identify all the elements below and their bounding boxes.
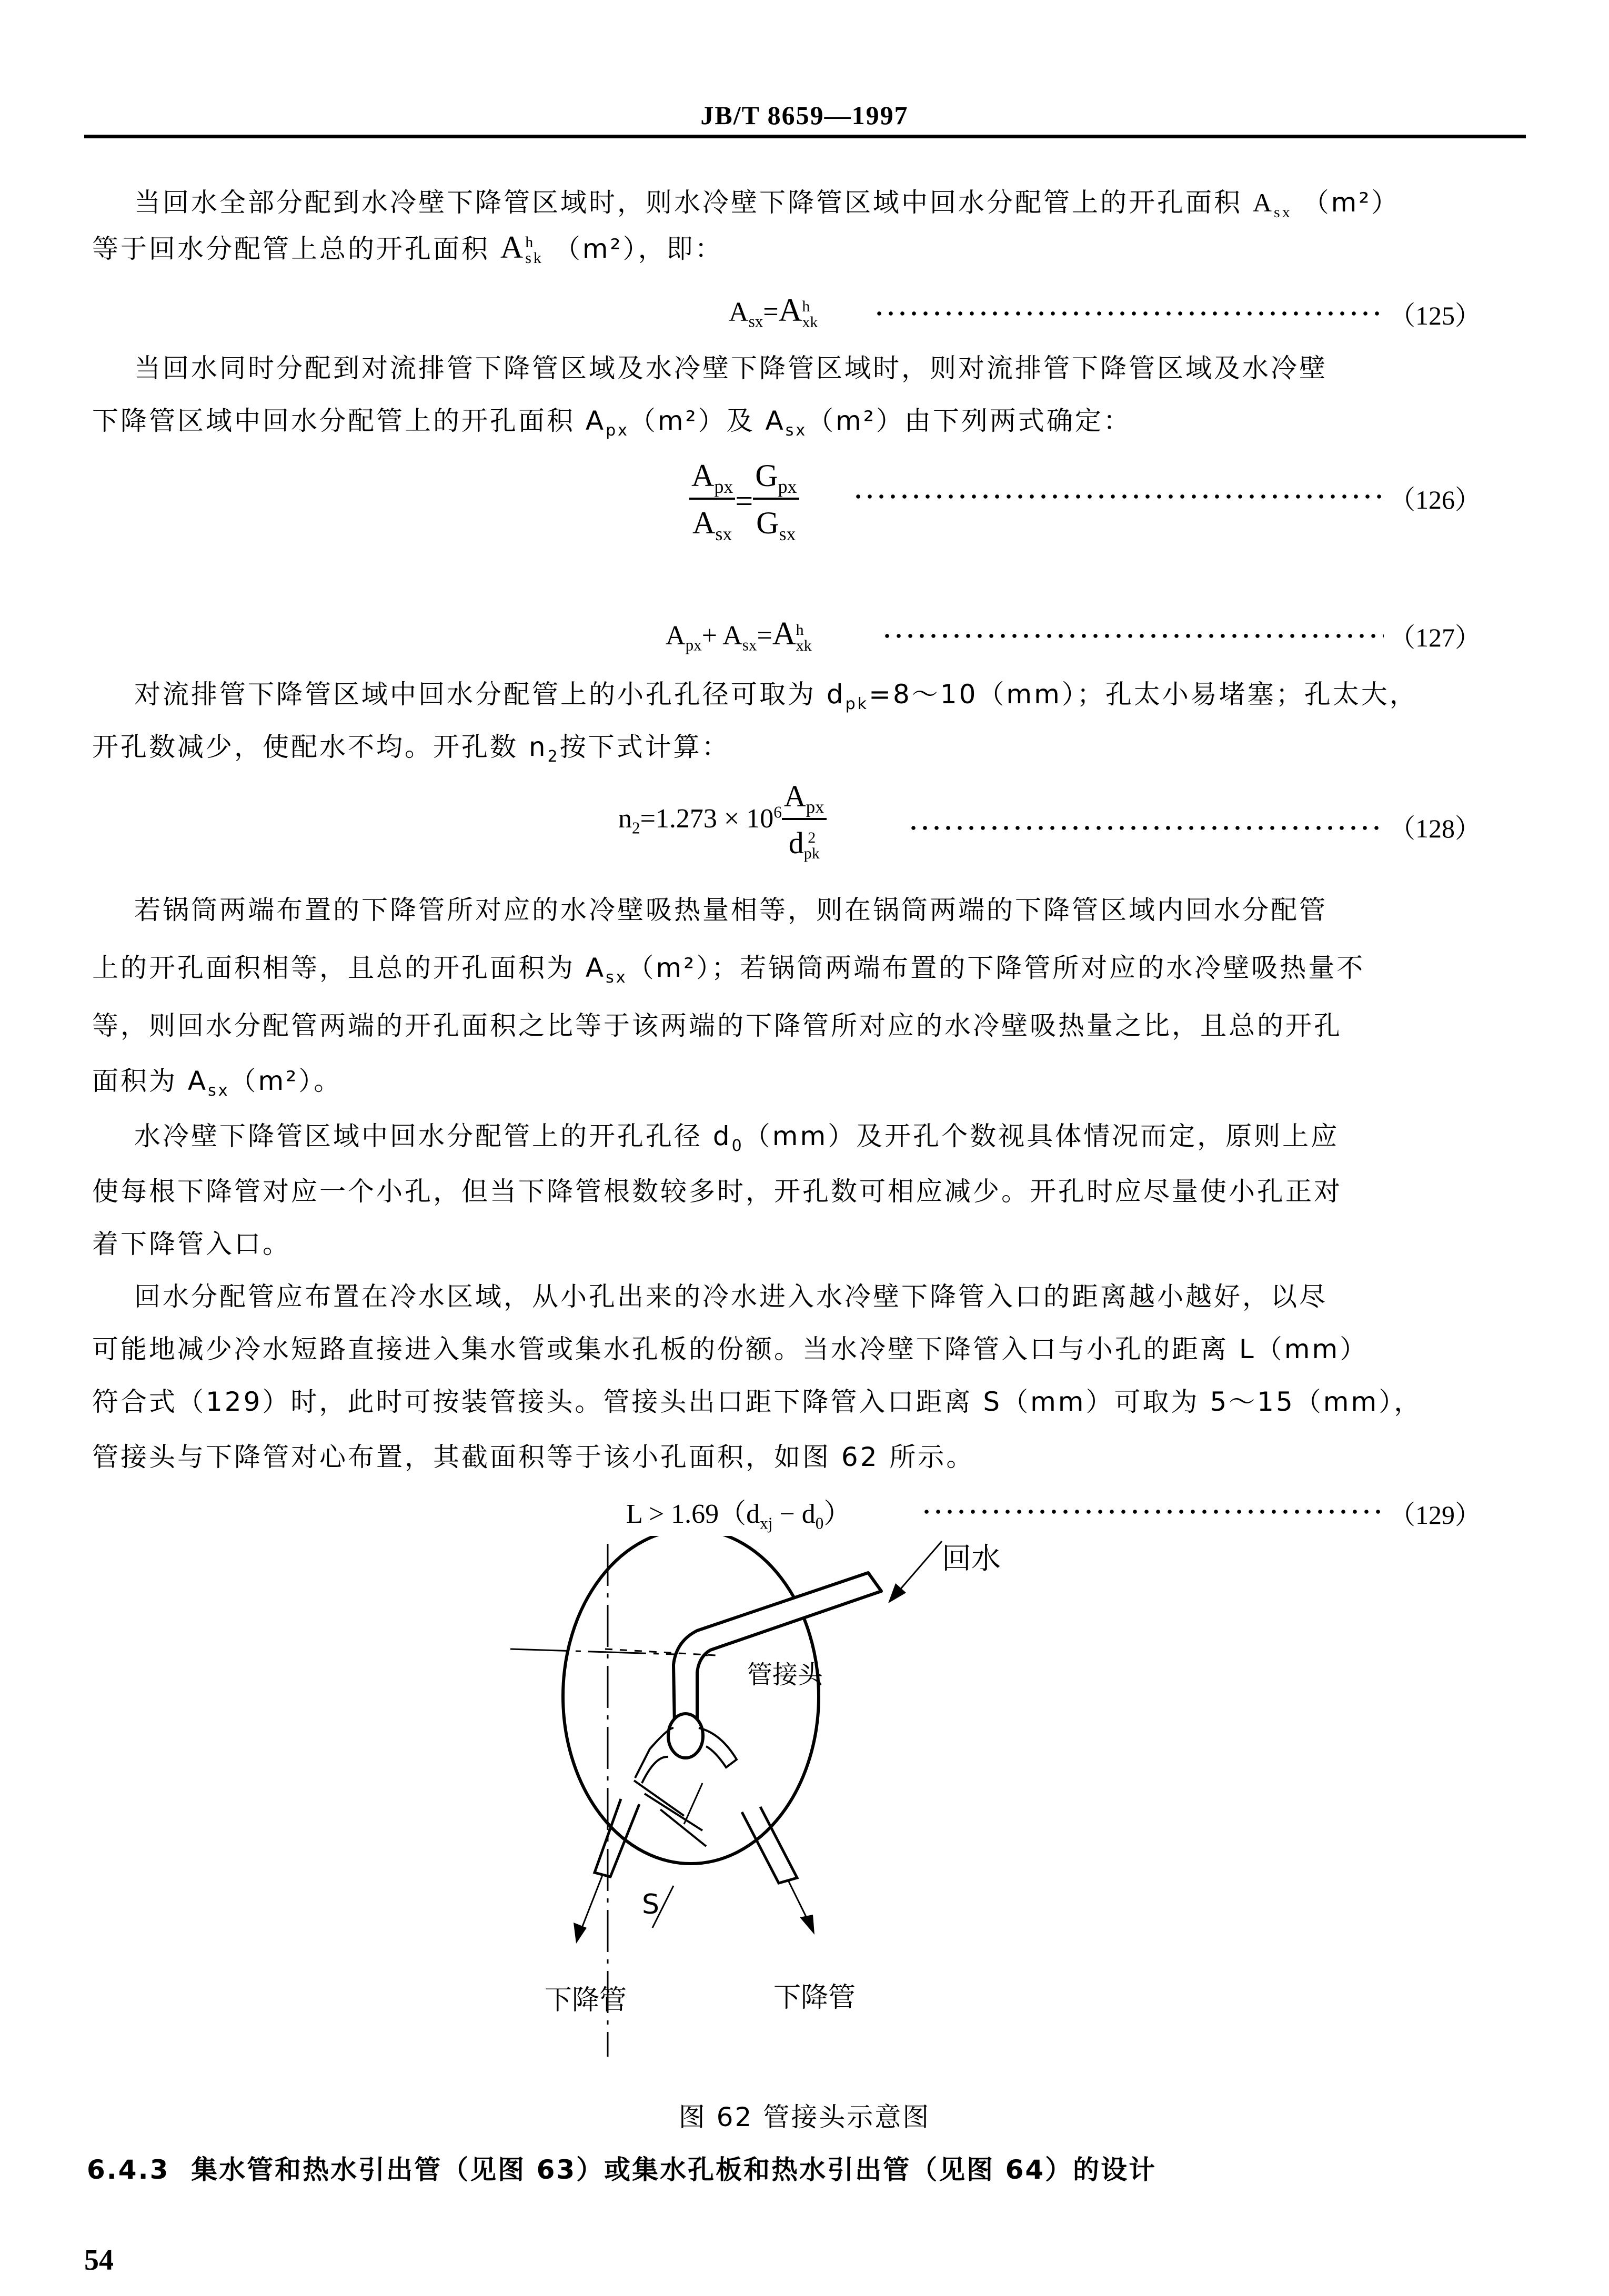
label-pipe-joint: 管接头 xyxy=(747,1660,823,1690)
symbol-a-sk-h: A h sk xyxy=(500,230,544,267)
paragraph-1-line-2: 等于回水分配管上总的开孔面积 A h sk （m²），即： xyxy=(92,230,723,267)
paragraph-5-line-3: 着下降管入口。 xyxy=(92,1229,291,1259)
leader-dots xyxy=(921,1510,1384,1514)
paragraph-3-line-2: 开孔数减少，使配水不均。开孔数 $n_2$按下式计算： xyxy=(92,732,730,766)
label-s: S xyxy=(642,1889,660,1920)
arrow-left-head-icon xyxy=(574,1923,587,1944)
equation-128: $n_2=1.273 \times 10^6$ $A_{px}$ d 2 pk xyxy=(618,778,827,862)
paragraph-5-line-1: 水冷壁下降管区域中回水分配管上的开孔孔径 $d_0(mm)$及开孔个数视具体情况而定，原则上应 xyxy=(134,1121,1340,1155)
equation-number-126: （126） xyxy=(1389,485,1481,514)
section-title: 集水管和热水引出管（见图 63）或集水孔板和热水引出管（见图 64）的设计 xyxy=(191,2155,1157,2185)
paragraph-2-line-1: 当回水同时分配到对流排管下降管区域及水冷壁下降管区域时，则对流排管下降管区域及水冷壁 xyxy=(134,353,1328,383)
pipe-joint-diagram xyxy=(500,1536,1184,2062)
paragraph-4-line-2: 上的开孔面积相等，且总的开孔面积为 $A_{sx}(m^2)$；若锅筒两端布置的下降管所对应的水冷壁吸热量不 xyxy=(92,953,1365,987)
fraction-apx-dpk: $A_{px}$ d 2 pk xyxy=(782,778,827,862)
equation-number-129: （129） xyxy=(1389,1500,1481,1530)
paragraph-5-line-2: 使每根下降管对应一个小孔，但当下降管根数较多时，开孔数可相应减少。开孔时应尽量使小孔正对 xyxy=(92,1176,1342,1207)
guard-left-inner xyxy=(642,1757,668,1783)
paragraph-6-line-4: 管接头与下降管对心布置，其截面积等于该小孔面积，如图 62 所示。 xyxy=(92,1442,975,1472)
downcomer-left xyxy=(595,1799,639,1877)
paragraph-4-line-1: 若锅筒两端布置的下降管所对应的水冷壁吸热量相等，则在锅筒两端的下降管区域内回水分配管 xyxy=(134,895,1328,925)
label-downcomer-right: 下降管 xyxy=(773,1982,856,2014)
section-number: 6.4.3 xyxy=(87,2155,170,2185)
equation-129: $L > 1.69(d_{xj} - d_0)$ xyxy=(626,1499,851,1533)
paragraph-4-line-3: 等，则回水分配管两端的开孔面积之比等于该两端的下降管所对应的水冷壁吸热量之比，且总的开孔 xyxy=(92,1010,1342,1041)
leader-dots xyxy=(873,311,1384,316)
paragraph-6-line-3: 符合式（129）时，此时可按装管接头。管接头出口距下降管入口距离 S（mm）可取为 5～15（mm）， xyxy=(92,1387,1423,1417)
arrow-right-head-icon xyxy=(800,1915,814,1935)
page-number: 54 xyxy=(84,2244,114,2277)
symbol-a-sx: $A_{sx}$ xyxy=(1252,188,1292,221)
equation-126: $\frac{A_{px}}{A_{sx}}$ = $\frac{G_{px}}{G_{sx}}$ xyxy=(689,458,799,545)
equation-number-127: （127） xyxy=(1389,623,1481,652)
fraction-g: $\frac{G_{px}}{G_{sx}}$ xyxy=(753,458,799,545)
label-downcomer-left: 下降管 xyxy=(545,1985,627,2016)
paragraph-6-line-1: 回水分配管应布置在冷水区域，从小孔出来的冷水进入水冷壁下降管入口的距离越小越好，以尽 xyxy=(134,1281,1328,1312)
standard-header: JB/T 8659—1997 xyxy=(700,100,909,130)
header-rule xyxy=(84,135,1526,138)
label-return-water: 回水 xyxy=(942,1542,1001,1576)
fraction-a: $\frac{A_{px}}{A_{sx}}$ xyxy=(689,458,735,545)
hole-circle xyxy=(668,1714,703,1758)
paragraph-4-line-4: 面积为 $A_{sx}(m^2)$。 xyxy=(92,1066,343,1100)
paragraph-1-line-1: 当回水全部分配到水冷壁下降管区域时，则水冷壁下降管区域中回水分配管上的开孔面积 $A_{sx}$ （m²） xyxy=(134,187,1400,221)
baffle-plate xyxy=(634,1781,706,1846)
section-heading xyxy=(87,2149,1157,2187)
paragraph-2-line-2: 下降管区域中回水分配管上的开孔面积 $A_{px}(m^2)$及 $A_{sx}(m^2)$由下列两式确定： xyxy=(92,406,1132,440)
leader-dots xyxy=(852,494,1384,499)
equation-number-125: （125） xyxy=(1389,301,1481,330)
equation-127: $A_{px}+ A_{sx}=A$ h xk xyxy=(666,616,812,655)
pipe-joint xyxy=(673,1573,881,1725)
figure-caption: 图 62 管接头示意图 xyxy=(678,2102,931,2132)
leader-dots xyxy=(908,826,1384,830)
equation-number-128: （128） xyxy=(1389,814,1481,843)
equation-125: $A_{sx}=A$ h xk xyxy=(729,292,818,331)
s-dimension-arrow-top xyxy=(684,1783,702,1824)
paragraph-3-line-1: 对流排管下降管区域中回水分配管上的小孔孔径可取为 $d_{pk}=8\sim 10(mm)$；孔太小易堵塞；孔太大， xyxy=(134,679,1418,713)
paragraph-6-line-2: 可能地减少冷水短路直接进入集水管或集水孔板的份额。当水冷壁下降管入口与小孔的距离 L（mm） xyxy=(92,1334,1369,1364)
leader-dots xyxy=(881,634,1384,638)
